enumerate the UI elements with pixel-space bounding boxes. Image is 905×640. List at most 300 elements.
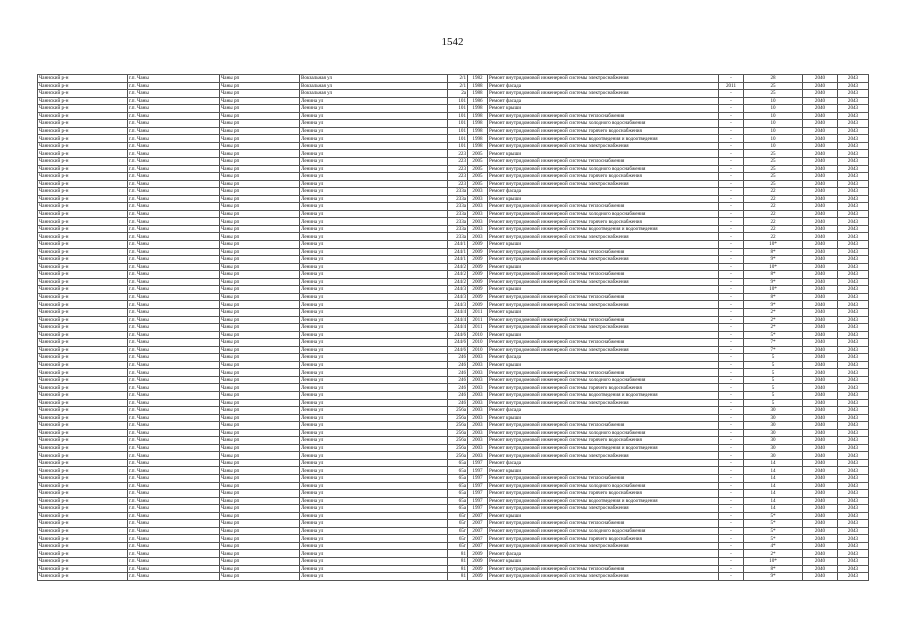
locality-cell: Чаны рп — [220, 407, 300, 415]
wear-cell: 2* — [744, 324, 803, 332]
wear-cell: 14 — [744, 490, 803, 498]
house-number-cell: 101 — [448, 120, 468, 128]
table-row — [38, 346, 869, 354]
locality-cell: Чаны рп — [220, 354, 300, 362]
district-cell: Чаннский р-н — [38, 173, 128, 181]
wear-cell: 5* — [744, 331, 803, 339]
end-year-cell: 2043 — [838, 271, 869, 279]
previous-repair-cell: - — [719, 135, 744, 143]
start-year-cell: 2040 — [803, 233, 838, 241]
end-year-cell: 2043 — [838, 422, 869, 430]
work-type-cell: Ремонт внутридомовой инженерной системы горячего водоснабжения — [488, 173, 719, 181]
district-cell: Чаннский р-н — [38, 301, 128, 309]
start-year-cell: 2040 — [803, 407, 838, 415]
house-number-cell: 256а — [448, 422, 468, 430]
settlement-cell: г.п. Чаны — [128, 120, 220, 128]
end-year-cell: 2043 — [838, 527, 869, 535]
house-number-cell: 65а — [448, 497, 468, 505]
street-cell: Ленина ул — [300, 293, 448, 301]
house-number-cell: 65а — [448, 459, 468, 467]
start-year-cell: 2040 — [803, 75, 838, 83]
end-year-cell: 2043 — [838, 120, 869, 128]
table-row — [38, 505, 869, 513]
district-cell: Чаннский р-н — [38, 210, 128, 218]
work-type-cell: Ремонт крыши — [488, 361, 719, 369]
house-number-cell: 223 — [448, 165, 468, 173]
district-cell: Чаннский р-н — [38, 263, 128, 271]
locality-cell: Чаны рп — [220, 188, 300, 196]
work-type-cell: Ремонт крыши — [488, 331, 719, 339]
work-type-cell: Ремонт внутридомовой инженерной системы электроснабжения — [488, 75, 719, 83]
wear-cell: 10 — [744, 105, 803, 113]
settlement-cell: г.п. Чаны — [128, 233, 220, 241]
end-year-cell: 2043 — [838, 324, 869, 332]
start-year-cell: 2040 — [803, 195, 838, 203]
table-row — [38, 90, 869, 98]
wear-cell: 8* — [744, 248, 803, 256]
table-row — [38, 188, 869, 196]
locality-cell: Чаны рп — [220, 256, 300, 264]
street-cell: Ленина ул — [300, 142, 448, 150]
end-year-cell: 2043 — [838, 180, 869, 188]
settlement-cell: г.п. Чаны — [128, 241, 220, 249]
locality-cell: Чаны рп — [220, 459, 300, 467]
work-type-cell: Ремонт крыши — [488, 286, 719, 294]
street-cell: Ленина ул — [300, 369, 448, 377]
start-year-cell: 2040 — [803, 369, 838, 377]
wear-cell: 25 — [744, 165, 803, 173]
settlement-cell: г.п. Чаны — [128, 180, 220, 188]
house-number-cell: 244/6 — [448, 346, 468, 354]
end-year-cell: 2043 — [838, 346, 869, 354]
wear-cell: 5* — [744, 520, 803, 528]
end-year-cell: 2043 — [838, 505, 869, 513]
wear-cell: 5 — [744, 361, 803, 369]
previous-repair-cell: - — [719, 459, 744, 467]
house-number-cell: 244/4 — [448, 324, 468, 332]
district-cell: Чаннский р-н — [38, 82, 128, 90]
house-number-cell: 244/6 — [448, 331, 468, 339]
house-number-cell: 101 — [448, 142, 468, 150]
house-number-cell: 65г — [448, 512, 468, 520]
end-year-cell: 2043 — [838, 384, 869, 392]
start-year-cell: 2040 — [803, 497, 838, 505]
table-row — [38, 490, 869, 498]
wear-cell: 4* — [744, 542, 803, 550]
start-year-cell: 2040 — [803, 158, 838, 166]
street-cell: Ленина ул — [300, 444, 448, 452]
settlement-cell: г.п. Чаны — [128, 354, 220, 362]
work-type-cell: Ремонт фасада — [488, 188, 719, 196]
settlement-cell: г.п. Чаны — [128, 550, 220, 558]
house-number-cell: 233а — [448, 210, 468, 218]
street-cell: Ленина ул — [300, 233, 448, 241]
table-row — [38, 278, 869, 286]
year-built-cell: 1988 — [468, 90, 488, 98]
street-cell: Ленина ул — [300, 512, 448, 520]
table-row — [38, 467, 869, 475]
district-cell: Чаннский р-н — [38, 399, 128, 407]
settlement-cell: г.п. Чаны — [128, 474, 220, 482]
previous-repair-cell: - — [719, 535, 744, 543]
start-year-cell: 2040 — [803, 444, 838, 452]
street-cell: Ленина ул — [300, 308, 448, 316]
street-cell: Ленина ул — [300, 565, 448, 573]
street-cell: Ленина ул — [300, 173, 448, 181]
settlement-cell: г.п. Чаны — [128, 158, 220, 166]
year-built-cell: 2009 — [468, 301, 488, 309]
start-year-cell: 2040 — [803, 550, 838, 558]
locality-cell: Чаны рп — [220, 180, 300, 188]
table-row — [38, 384, 869, 392]
street-cell: Ленина ул — [300, 573, 448, 581]
previous-repair-cell: - — [719, 97, 744, 105]
wear-cell: 8* — [744, 271, 803, 279]
start-year-cell: 2040 — [803, 527, 838, 535]
settlement-cell: г.п. Чаны — [128, 195, 220, 203]
year-built-cell: 2011 — [468, 308, 488, 316]
wear-cell: 5 — [744, 399, 803, 407]
year-built-cell: 2003 — [468, 233, 488, 241]
house-number-cell: 223 — [448, 158, 468, 166]
settlement-cell: г.п. Чаны — [128, 376, 220, 384]
work-type-cell: Ремонт внутридомовой инженерной системы горячего водоснабжения — [488, 127, 719, 135]
street-cell: Ленина ул — [300, 180, 448, 188]
wear-cell: 10 — [744, 127, 803, 135]
settlement-cell: г.п. Чаны — [128, 75, 220, 83]
start-year-cell: 2040 — [803, 414, 838, 422]
locality-cell: Чаны рп — [220, 233, 300, 241]
work-type-cell: Ремонт внутридомовой инженерной системы горячего водоснабжения — [488, 490, 719, 498]
start-year-cell: 2040 — [803, 173, 838, 181]
start-year-cell: 2040 — [803, 558, 838, 566]
settlement-cell: г.п. Чаны — [128, 520, 220, 528]
street-cell: Ленина ул — [300, 391, 448, 399]
year-built-cell: 2003 — [468, 391, 488, 399]
house-number-cell: 244/1 — [448, 241, 468, 249]
previous-repair-cell: - — [719, 497, 744, 505]
table-row — [38, 105, 869, 113]
start-year-cell: 2040 — [803, 241, 838, 249]
year-built-cell: 2010 — [468, 339, 488, 347]
house-number-cell: 244/4 — [448, 316, 468, 324]
locality-cell: Чаны рп — [220, 316, 300, 324]
house-number-cell: 65г — [448, 542, 468, 550]
work-type-cell: Ремонт крыши — [488, 105, 719, 113]
previous-repair-cell: - — [719, 293, 744, 301]
wear-cell: 14 — [744, 482, 803, 490]
end-year-cell: 2043 — [838, 331, 869, 339]
previous-repair-cell: - — [719, 203, 744, 211]
start-year-cell: 2040 — [803, 361, 838, 369]
year-built-cell: 1997 — [468, 505, 488, 513]
year-built-cell: 1998 — [468, 135, 488, 143]
house-number-cell: 244/4 — [448, 308, 468, 316]
wear-cell: 22 — [744, 188, 803, 196]
start-year-cell: 2040 — [803, 120, 838, 128]
table-row — [38, 150, 869, 158]
end-year-cell: 2043 — [838, 82, 869, 90]
locality-cell: Чаны рп — [220, 308, 300, 316]
end-year-cell: 2043 — [838, 90, 869, 98]
wear-cell: 10 — [744, 142, 803, 150]
previous-repair-cell: - — [719, 120, 744, 128]
year-built-cell: 2005 — [468, 158, 488, 166]
settlement-cell: г.п. Чаны — [128, 256, 220, 264]
previous-repair-cell: - — [719, 565, 744, 573]
district-cell: Чаннский р-н — [38, 293, 128, 301]
settlement-cell: г.п. Чаны — [128, 112, 220, 120]
street-cell: Ленина ул — [300, 339, 448, 347]
settlement-cell: г.п. Чаны — [128, 384, 220, 392]
locality-cell: Чаны рп — [220, 512, 300, 520]
house-number-cell: 246 — [448, 376, 468, 384]
wear-cell: 10* — [744, 241, 803, 249]
street-cell: Ленина ул — [300, 422, 448, 430]
work-type-cell: Ремонт крыши — [488, 241, 719, 249]
start-year-cell: 2040 — [803, 399, 838, 407]
house-number-cell: 246 — [448, 391, 468, 399]
start-year-cell: 2040 — [803, 437, 838, 445]
district-cell: Чаннский р-н — [38, 467, 128, 475]
district-cell: Чаннский р-н — [38, 188, 128, 196]
work-type-cell: Ремонт внутридомовой инженерной системы теплоснабжения — [488, 369, 719, 377]
work-type-cell: Ремонт внутридомовой инженерной системы электроснабжения — [488, 233, 719, 241]
previous-repair-cell: - — [719, 180, 744, 188]
end-year-cell: 2043 — [838, 520, 869, 528]
year-built-cell: 2003 — [468, 376, 488, 384]
district-cell: Чаннский р-н — [38, 376, 128, 384]
previous-repair-cell: - — [719, 165, 744, 173]
street-cell: Ленина ул — [300, 135, 448, 143]
street-cell: Ленина ул — [300, 550, 448, 558]
previous-repair-cell: - — [719, 474, 744, 482]
table-row — [38, 399, 869, 407]
table-row — [38, 210, 869, 218]
street-cell: Ленина ул — [300, 263, 448, 271]
work-type-cell: Ремонт внутридомовой инженерной системы электроснабжения — [488, 256, 719, 264]
street-cell: Ленина ул — [300, 165, 448, 173]
year-built-cell: 1998 — [468, 120, 488, 128]
locality-cell: Чаны рп — [220, 384, 300, 392]
locality-cell: Чаны рп — [220, 444, 300, 452]
wear-cell: 14 — [744, 459, 803, 467]
house-number-cell: 244/1 — [448, 248, 468, 256]
work-type-cell: Ремонт крыши — [488, 195, 719, 203]
settlement-cell: г.п. Чаны — [128, 165, 220, 173]
street-cell: Ленина ул — [300, 195, 448, 203]
year-built-cell: 2005 — [468, 150, 488, 158]
end-year-cell: 2043 — [838, 256, 869, 264]
house-number-cell: 2а — [448, 90, 468, 98]
settlement-cell: г.п. Чаны — [128, 459, 220, 467]
end-year-cell: 2043 — [838, 308, 869, 316]
district-cell: Чаннский р-н — [38, 565, 128, 573]
district-cell: Чаннский р-н — [38, 505, 128, 513]
settlement-cell: г.п. Чаны — [128, 414, 220, 422]
work-type-cell: Ремонт внутридомовой инженерной системы электроснабжения — [488, 542, 719, 550]
settlement-cell: г.п. Чаны — [128, 369, 220, 377]
work-type-cell: Ремонт внутридомовой инженерной системы теплоснабжения — [488, 158, 719, 166]
work-type-cell: Ремонт внутридомовой инженерной системы электроснабжения — [488, 573, 719, 581]
work-type-cell: Ремонт внутридомовой инженерной системы электроснабжения — [488, 301, 719, 309]
settlement-cell: г.п. Чаны — [128, 505, 220, 513]
end-year-cell: 2043 — [838, 490, 869, 498]
settlement-cell: г.п. Чаны — [128, 437, 220, 445]
start-year-cell: 2040 — [803, 293, 838, 301]
work-type-cell: Ремонт внутридомовой инженерной системы водоотведения и водоотведения — [488, 135, 719, 143]
locality-cell: Чаны рп — [220, 414, 300, 422]
table-row — [38, 407, 869, 415]
locality-cell: Чаны рп — [220, 369, 300, 377]
end-year-cell: 2043 — [838, 158, 869, 166]
work-type-cell: Ремонт внутридомовой инженерной системы теплоснабжения — [488, 112, 719, 120]
work-type-cell: Ремонт внутридомовой инженерной системы теплоснабжения — [488, 339, 719, 347]
year-built-cell: 2003 — [468, 188, 488, 196]
wear-cell: 30 — [744, 429, 803, 437]
wear-cell: 7* — [744, 346, 803, 354]
house-number-cell: 244/3 — [448, 286, 468, 294]
locality-cell: Чаны рп — [220, 218, 300, 226]
street-cell: Ленина ул — [300, 286, 448, 294]
settlement-cell: г.п. Чаны — [128, 490, 220, 498]
end-year-cell: 2043 — [838, 558, 869, 566]
table-row — [38, 316, 869, 324]
year-built-cell: 1982 — [468, 75, 488, 83]
settlement-cell: г.п. Чаны — [128, 429, 220, 437]
house-number-cell: 81 — [448, 573, 468, 581]
end-year-cell: 2043 — [838, 248, 869, 256]
year-built-cell: 1998 — [468, 127, 488, 135]
start-year-cell: 2040 — [803, 248, 838, 256]
district-cell: Чаннский р-н — [38, 324, 128, 332]
district-cell: Чаннский р-н — [38, 474, 128, 482]
previous-repair-cell: - — [719, 316, 744, 324]
work-type-cell: Ремонт внутридомовой инженерной системы горячего водоснабжения — [488, 437, 719, 445]
year-built-cell: 2007 — [468, 542, 488, 550]
locality-cell: Чаны рп — [220, 135, 300, 143]
work-type-cell: Ремонт внутридомовой инженерной системы электроснабжения — [488, 399, 719, 407]
table-row — [38, 573, 869, 581]
street-cell: Ленина ул — [300, 225, 448, 233]
district-cell: Чаннский р-н — [38, 558, 128, 566]
year-built-cell: 2009 — [468, 550, 488, 558]
district-cell: Чаннский р-н — [38, 490, 128, 498]
settlement-cell: г.п. Чаны — [128, 339, 220, 347]
district-cell: Чаннский р-н — [38, 384, 128, 392]
start-year-cell: 2040 — [803, 422, 838, 430]
year-built-cell: 2003 — [468, 369, 488, 377]
street-cell: Вокзальная ул — [300, 75, 448, 83]
table-row — [38, 459, 869, 467]
start-year-cell: 2040 — [803, 127, 838, 135]
year-built-cell: 2003 — [468, 361, 488, 369]
year-built-cell: 2003 — [468, 422, 488, 430]
previous-repair-cell: - — [719, 127, 744, 135]
year-built-cell: 1998 — [468, 142, 488, 150]
locality-cell: Чаны рп — [220, 565, 300, 573]
settlement-cell: г.п. Чаны — [128, 135, 220, 143]
wear-cell: 14 — [744, 474, 803, 482]
street-cell: Ленина ул — [300, 150, 448, 158]
table-row — [38, 452, 869, 460]
year-built-cell: 2007 — [468, 535, 488, 543]
street-cell: Ленина ул — [300, 158, 448, 166]
settlement-cell: г.п. Чаны — [128, 301, 220, 309]
locality-cell: Чаны рп — [220, 142, 300, 150]
settlement-cell: г.п. Чаны — [128, 203, 220, 211]
table-row — [38, 195, 869, 203]
year-built-cell: 2009 — [468, 293, 488, 301]
table-row — [38, 293, 869, 301]
start-year-cell: 2040 — [803, 210, 838, 218]
work-type-cell: Ремонт крыши — [488, 308, 719, 316]
district-cell: Чаннский р-н — [38, 233, 128, 241]
house-number-cell: 81 — [448, 558, 468, 566]
wear-cell: 5 — [744, 369, 803, 377]
locality-cell: Чаны рп — [220, 165, 300, 173]
year-built-cell: 2011 — [468, 324, 488, 332]
house-number-cell: 246 — [448, 361, 468, 369]
end-year-cell: 2043 — [838, 444, 869, 452]
house-number-cell: 101 — [448, 135, 468, 143]
wear-cell: 9* — [744, 573, 803, 581]
house-number-cell: 65а — [448, 474, 468, 482]
settlement-cell: г.п. Чаны — [128, 278, 220, 286]
previous-repair-cell: - — [719, 271, 744, 279]
street-cell: Ленина ул — [300, 384, 448, 392]
house-number-cell: 233а — [448, 203, 468, 211]
district-cell: Чаннский р-н — [38, 127, 128, 135]
settlement-cell: г.п. Чаны — [128, 391, 220, 399]
street-cell: Ленина ул — [300, 112, 448, 120]
year-built-cell: 2003 — [468, 399, 488, 407]
start-year-cell: 2040 — [803, 308, 838, 316]
end-year-cell: 2043 — [838, 218, 869, 226]
settlement-cell: г.п. Чаны — [128, 97, 220, 105]
settlement-cell: г.п. Чаны — [128, 407, 220, 415]
district-cell: Чаннский р-н — [38, 90, 128, 98]
street-cell: Ленина ул — [300, 256, 448, 264]
work-type-cell: Ремонт фасада — [488, 82, 719, 90]
street-cell: Ленина ул — [300, 97, 448, 105]
previous-repair-cell: - — [719, 301, 744, 309]
district-cell: Чаннский р-н — [38, 218, 128, 226]
wear-cell: 30 — [744, 452, 803, 460]
house-number-cell: 101 — [448, 105, 468, 113]
previous-repair-cell: - — [719, 422, 744, 430]
house-number-cell: 2/1 — [448, 75, 468, 83]
start-year-cell: 2040 — [803, 376, 838, 384]
previous-repair-cell: - — [719, 324, 744, 332]
table-row — [38, 535, 869, 543]
street-cell: Ленина ул — [300, 331, 448, 339]
house-number-cell: 244/1 — [448, 256, 468, 264]
table-row — [38, 520, 869, 528]
district-cell: Чаннский р-н — [38, 112, 128, 120]
district-cell: Чаннский р-н — [38, 346, 128, 354]
district-cell: Чаннский р-н — [38, 271, 128, 279]
end-year-cell: 2043 — [838, 203, 869, 211]
district-cell: Чаннский р-н — [38, 331, 128, 339]
wear-cell: 22 — [744, 195, 803, 203]
previous-repair-cell: - — [719, 278, 744, 286]
table-body — [38, 75, 869, 581]
locality-cell: Чаны рп — [220, 452, 300, 460]
year-built-cell: 2003 — [468, 407, 488, 415]
district-cell: Чаннский р-н — [38, 414, 128, 422]
previous-repair-cell: - — [719, 505, 744, 513]
